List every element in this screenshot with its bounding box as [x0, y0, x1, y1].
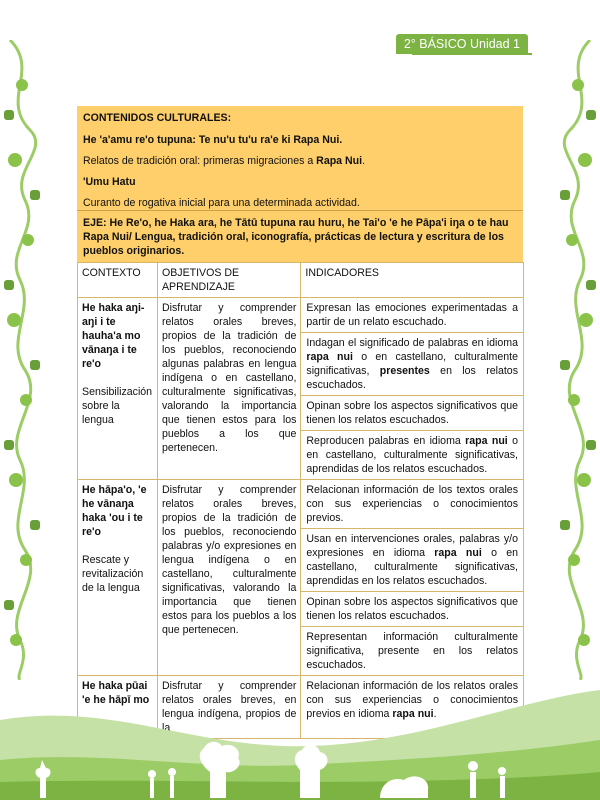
indicator-text: Relacionan información de los relatos orales con sus experiencias o conocimientos previos en idioma [306, 680, 518, 720]
context-rapanui: He haka aŋi-aŋi i te hauha'a mo vānaŋa i te re'o [82, 302, 145, 370]
objective-cell: Disfrutar y comprender relatos orales breves, propios de la tradición de los pueblos, reconociendo algunas palabras en lengua indígena o en castellano, culturalmente significativas, valorando la importancia que tienen estos para los pueblos a los que pertenecen. [157, 298, 300, 480]
cultural-line-2-end: . [362, 155, 366, 167]
objective-cell: Disfrutar y comprender relatos orales breves, en lengua indígena, propios de la [157, 676, 300, 739]
cultural-line-1-text: He 'a'amu re'o tupuna: Te nu'u tu'u ra'e ki [83, 134, 294, 146]
header-objetivos: OBJETIVOS DE APRENDIZAJE [157, 263, 300, 298]
indicator-item [301, 333, 523, 396]
context-spanish: Sensibilización sobre la lengua [82, 386, 153, 426]
indicators-cell [301, 298, 524, 480]
badge-underline [412, 53, 532, 55]
table-row [78, 298, 524, 480]
context-cell [78, 298, 158, 480]
right-decorative-border [550, 40, 600, 680]
cultural-line-1-rapanui: Rapa Nui [293, 134, 340, 146]
landscape-silhouette-illustration [0, 660, 600, 800]
cultural-line-2 [77, 154, 371, 168]
indicator-text: Indagan el significado de palabras en idioma [306, 337, 518, 349]
indicator-bold: rapa nui [465, 435, 508, 447]
context-cell [78, 480, 158, 676]
indicator-item: Opinan sobre los aspectos significativos que tienen los relatos escuchados. [301, 396, 523, 431]
indicator-text: en los relatos escuchados. [306, 365, 518, 391]
indicator-item [301, 529, 523, 592]
cultural-contents-title: CONTENIDOS CULTURALES: [83, 112, 232, 124]
context-spanish: Rescate y revitalización de la lengua [82, 554, 144, 594]
table-row [78, 480, 524, 676]
grade-unit-badge: 2° BÁSICO Unidad 1 [396, 34, 528, 54]
context-rapanui: He hāpa'o, 'e he vānaŋa haka 'ou i te re'o [82, 484, 147, 538]
cultural-line-2-text: Relatos de tradición oral: primeras migraciones a [83, 155, 317, 167]
indicator-text: Usan en intervenciones orales, palabras y/o expresiones en idioma [306, 533, 518, 559]
indicator-text: . [433, 708, 437, 720]
eje-statement: EJE: He Re'o, he Haka ara, he Tātū tupuna rau huru, he Tai'o 'e he Pāpa'i iŋa o te hau Rapa Nui/ Lengua, tradición oral, iconografía, prácticas de lectura y escritura de los pueblos originarios. [83, 217, 509, 257]
indicator-item: Expresan las emociones experimentadas a partir de un relato escuchado. [301, 298, 523, 333]
indicators-cell [301, 480, 524, 676]
cultural-divider [77, 210, 523, 211]
cultural-contents-box [77, 106, 523, 262]
cultural-line-3: 'Umu Hatu [83, 176, 136, 188]
indicator-text: o en castellano, culturalmente significativas, aprendidas de los relatos escuchados. [306, 435, 518, 475]
header-indicadores: INDICADORES [301, 263, 524, 298]
left-decorative-border [0, 40, 50, 680]
indicator-text: o en castellano, culturalmente significativas, aprendidas en los relatos escuchados. [306, 547, 518, 587]
header-contexto: CONTEXTO [78, 263, 158, 298]
indicator-bold: rapa nui [392, 708, 434, 720]
indicator-text: o en castellano, culturalmente significativas, [306, 351, 518, 377]
table-header-row [78, 263, 524, 298]
indicator-item: Opinan sobre los aspectos significativos que tienen los relatos escuchados. [301, 592, 523, 627]
context-rapanui: He haka pūai 'e he hāpī mo [82, 680, 150, 706]
indicator-text: Reproducen palabras en idioma [306, 435, 466, 447]
cultural-line-4: Curanto de rogativa inicial para una determinada actividad. [83, 197, 360, 209]
indicator-bold: rapa nui [306, 351, 353, 363]
cultural-line-1 [77, 133, 348, 147]
cultural-line-2-rapanui: Rapa Nui [316, 155, 363, 167]
indicator-item [301, 431, 523, 479]
indicator-bold: presentes [379, 365, 430, 377]
indicator-item: Representan información culturalmente significativa, presente en los relatos escuchados. [306, 631, 518, 671]
indicator-item: Relacionan información de los textos orales con sus experiencias o conocimientos previos. [301, 480, 523, 529]
objective-cell: Disfrutar y comprender relatos orales breves, propios de la tradición de los pueblos, reconociendo palabras y/o expresiones en lengua indígena o en castellano, culturalmente significativas, valorando la importancia que tienen estos para los pueblos a los que pertenecen. [157, 480, 300, 676]
indicator-bold: rapa nui [434, 547, 482, 559]
cultural-line-1-end: . [339, 134, 343, 146]
